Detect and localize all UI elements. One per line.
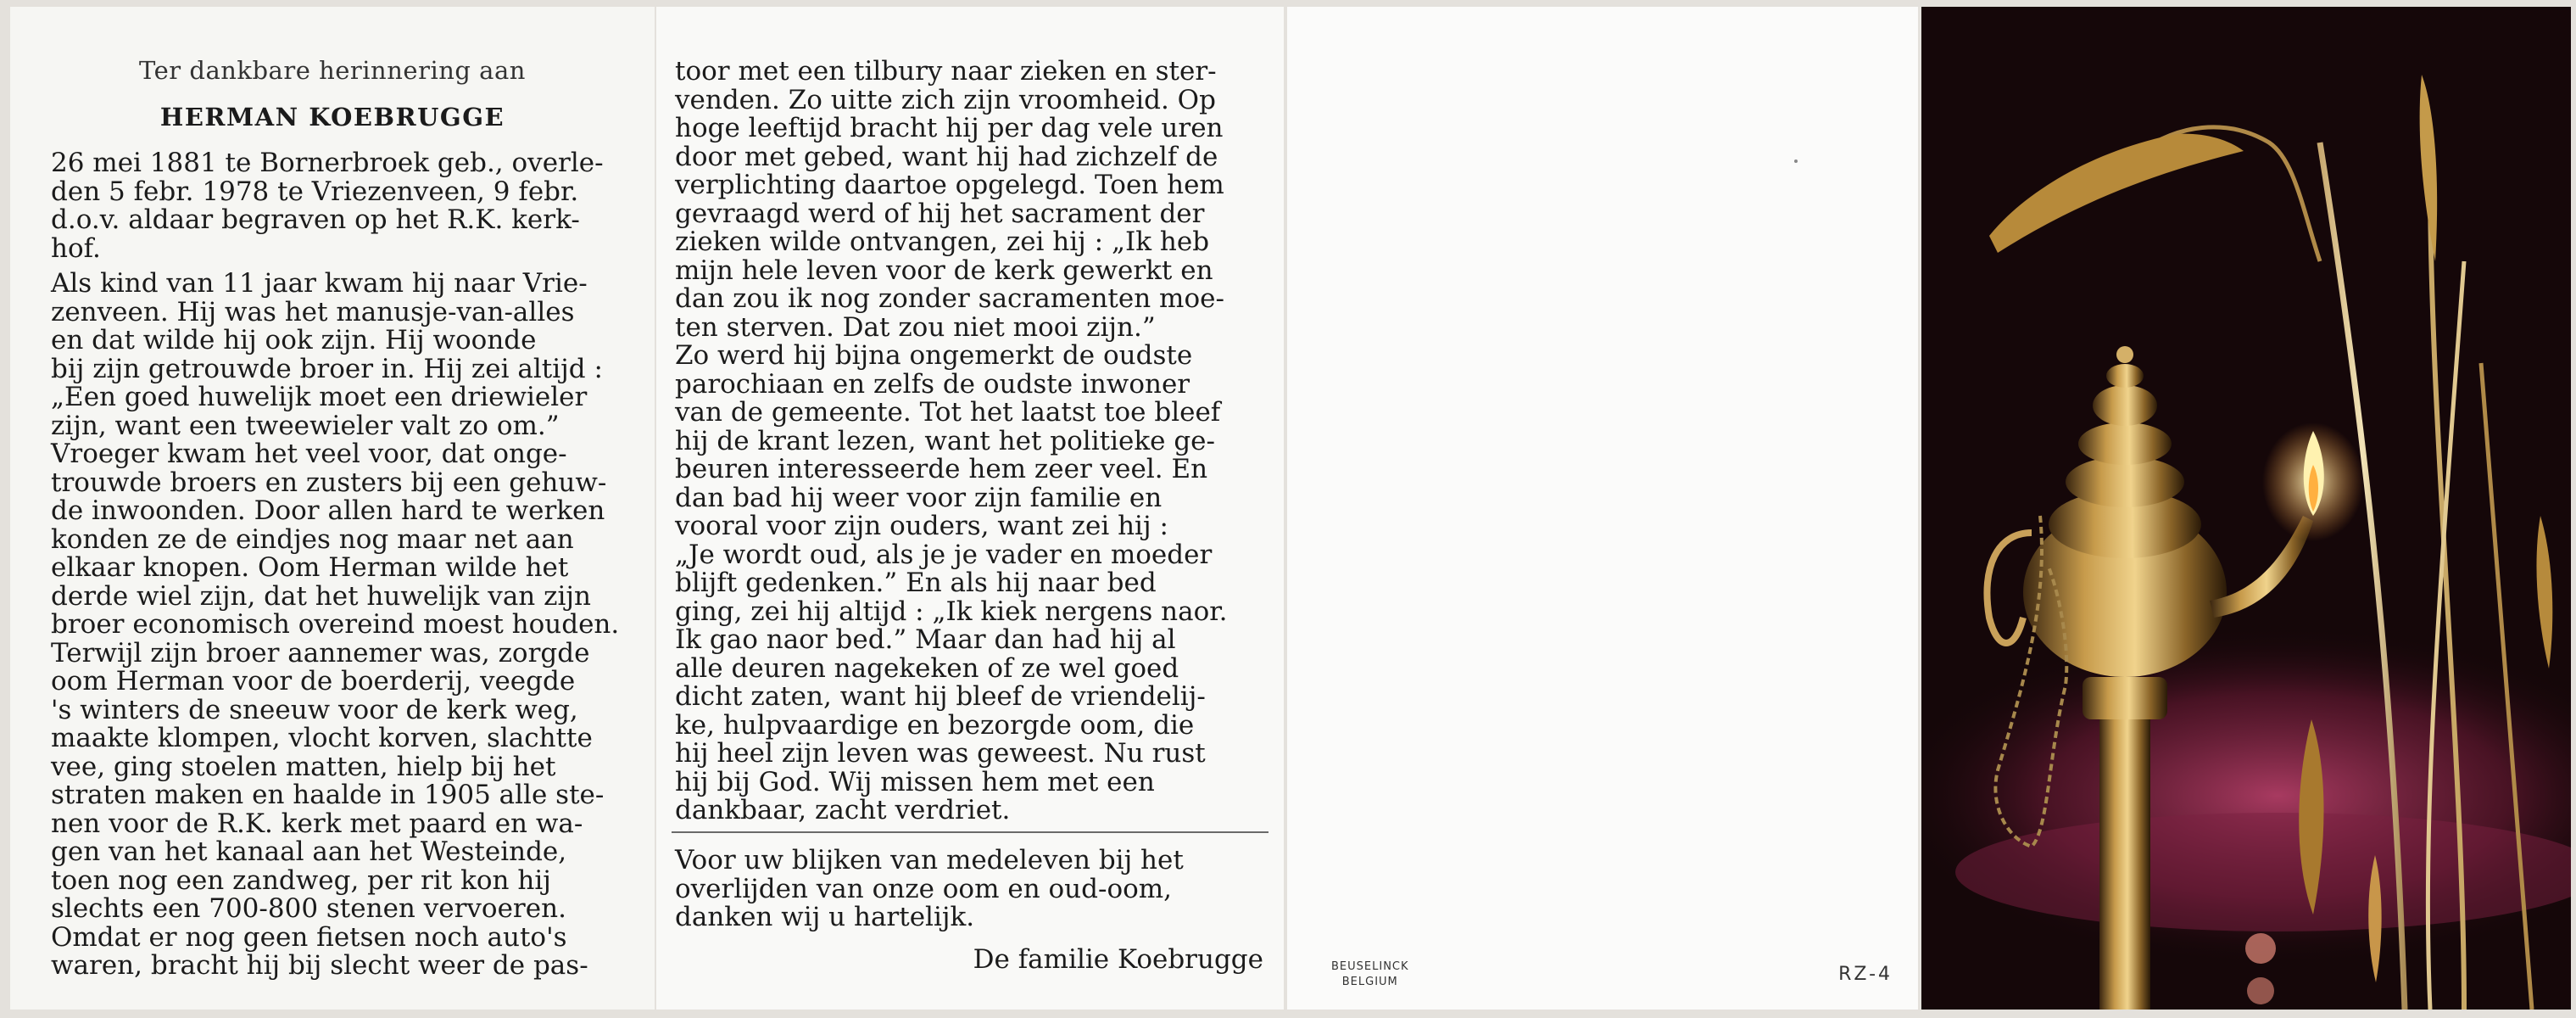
biography-continued: toor met een tilbury naar zieken en ster- venden. Zo uitte zich zijn vroomheid. Op hoge leeftijd bracht hij per dag vele uren door met gebed, want hij had zichzelf de verplichting daartoe opgelegd. Toen hem gevraagd werd of hij het sacrament der zieken wilde ontvangen, zei hij : „Ik heb mijn hele leven voor de kerk gewerkt en dan zou ik nog zonder sacramenten moe- ten sterven. Dat zou niet mooi zijn.” Zo werd hij bijna ongemerkt de oudste parochiaan en zelfs de oudste inwoner van de gemeente. Tot het laatst toe bleef hij de krant lezen, want het politieke ge- beuren interesseerde hem zeer veel. En dan bad hij weer voor zijn familie en vooral voor zijn ouders, want zei hij : „Je wordt oud, als je je vader en moeder blijft gedenken.” En als hij naar bed ging, zei hij altijd : „Ik kiek nergens naor. Ik gao naor bed.” Maar dan had hij al alle deuren nagekeken of ze wel goed dicht zaten, want hij bleef de vriendelij- ke, hulpvaardige en bezorgde oom, die hij heel zijn leven was geweest. Nu rust hij bij God. Wij missen hem met een dankbaar, zacht verdriet. <box>675 56 1228 825</box>
card-code: RZ-4 <box>1838 964 1893 985</box>
lamp-stand <box>2099 711 2150 1010</box>
thanks-paragraph: Voor uw blijken van medeleven bij het overlijden van onze oom en oud-oom, danken wij u hartelijk. <box>675 845 1184 932</box>
deceased-name: HERMAN KOEBRUGGE <box>159 103 505 131</box>
divider <box>672 831 1268 833</box>
card-front-photo <box>1921 7 2571 1010</box>
card-page-left <box>10 7 655 1010</box>
oil-lamp-with-wheat-photo <box>1921 7 2571 1010</box>
card-back-page <box>1287 7 1918 1010</box>
birth-death-paragraph: 26 mei 1881 te Bornerbroek geb., overle- den 5 febr. 1978 te Vriezenveen, 9 febr. d.o.v. aldaar begraven op het R.K. kerk- hof. <box>51 148 604 264</box>
biography-paragraph: Als kind van 11 jaar kwam hij naar Vrie- zenveen. Hij was het manusje-van-alles en dat wilde hij ook zijn. Hij woonde bij zijn getrouwde broer in. Hij zei altijd : „Een goed huwelijk moet een driewieler zijn, want een tweewieler valt zo om.” Vroeger kwam het veel voor, dat onge- trouwde broers en zusters bij een gehuw- de inwoonden. Door allen hard te werken konden ze de eindjes nog maar net aan elkaar knopen. Oom Herman wilde het derde wiel zijn, dat het huwelijk van zijn broer economisch overeind moest houden. Terwijl zijn broer aannemer was, zorgde oom Herman voor de boerderij, veegde 's winters de sneeuw voor de kerk weg, maakte klompen, vlocht korven, slachtte vee, ging stoelen matten, hielp bij het straten maken en haalde in 1905 alle ste- nen voor de R.K. kerk met paard en wa- gen van het kanaal aan het Westeinde, toen nog een zandweg, per rit kon hij slechts een 700-800 stenen vervoeren. Omdat er nog geen fietsen noch auto's waren, bracht hij bij slecht weer de pas- <box>51 268 620 981</box>
memorial-heading: Ter dankbare herinnering aan <box>139 56 526 85</box>
paper-speck <box>1794 159 1798 163</box>
publisher-imprint: BEUSELINCK BELGIUM <box>1331 960 1409 988</box>
family-signature: De familie Koebrugge <box>973 944 1263 975</box>
card-page-right <box>656 7 1284 1010</box>
